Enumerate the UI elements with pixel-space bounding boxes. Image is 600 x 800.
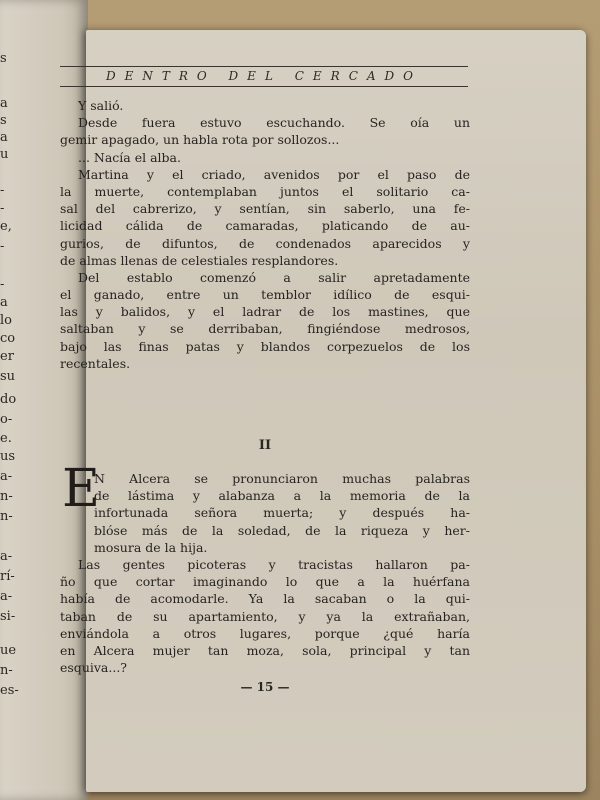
text-line: bajo las finas patas y blandos corpezuelos de los (60, 338, 470, 354)
left-page-fragment: e, (0, 219, 12, 234)
left-page-fragment: a (0, 130, 8, 145)
text-line: infortunada señora muerta; y después ha- (94, 505, 470, 521)
page-number: — 15 — (240, 680, 290, 694)
left-page-fragment: lo (0, 313, 12, 328)
text-line: ño que cortar imaginando lo que a la huérfana (60, 574, 470, 590)
left-page-fragment: er (0, 349, 14, 364)
left-page-fragment: ue (0, 643, 17, 658)
text-line: en Alcera mujer tan moza, sola, principal y tan (60, 642, 470, 658)
left-page-fragment: us (0, 449, 16, 464)
text-line: de almas llenas de celestiales resplandores. (60, 252, 339, 268)
text-line: el ganado, entre un temblor idílico de esqui- (60, 287, 470, 303)
left-page-fragment: s (0, 113, 7, 128)
left-page-fragment: es- (0, 683, 19, 698)
left-page-fragment: rí- (0, 569, 15, 584)
left-page-fragment: - (0, 183, 5, 198)
left-page-fragment: s (0, 51, 7, 66)
left-page-fragment: a (0, 295, 8, 310)
text-line: saltaban y se derribaban, fingiéndose medrosos, (60, 321, 470, 337)
section-one-text (60, 97, 470, 372)
text-line: gemir apagado, un habla rota por sollozos... (60, 132, 340, 148)
text-line: Desde fuera estuvo escuchando. Se oía un (78, 115, 470, 131)
text-line: licidad cálida de camaradas, platicando de au- (60, 218, 470, 234)
left-page-fragment: n- (0, 663, 13, 678)
drop-cap: E (62, 459, 100, 519)
text-line: esquiva...? (60, 660, 127, 676)
text-line: Del establo comenzó a salir apretadamente (78, 269, 470, 285)
left-page-fragment: n- (0, 509, 13, 524)
text-line: mosura de la hija. (94, 539, 208, 555)
left-page-fragment: - (0, 201, 5, 216)
left-page-fragment: - (0, 239, 5, 254)
section-two-text (60, 470, 470, 676)
left-page-fragment: do (0, 392, 17, 407)
left-page-fragment: si- (0, 609, 16, 624)
left-page-fragment: u (0, 147, 9, 162)
text-line: recentales. (60, 355, 131, 371)
left-page-fragment: su (0, 369, 16, 384)
text-line: N Alcera se pronunciaron muchas palabras (94, 471, 470, 486)
left-page-fragment: n- (0, 489, 13, 504)
text-line: gurios, de difuntos, de condenados aparecidos y (60, 235, 470, 251)
left-page-fragment: a- (0, 589, 13, 604)
text-line: había de acomodarle. Ya la sacaban o la qui- (60, 591, 470, 607)
text-line: blóse más de la soledad, de la riqueza y her- (94, 522, 470, 538)
left-page-fragment: - (0, 277, 5, 292)
text-line: Las gentes picoteras y tracistas hallaron pa- (78, 556, 470, 572)
text-line: enviándola a otros lugares, porque ¿qué haría (60, 625, 470, 641)
left-page-fragment: a (0, 96, 8, 111)
text-line: las y balidos, y el ladrar de los mastines, que (60, 304, 470, 320)
left-page-fragment: o- (0, 412, 13, 427)
left-page-fragment: a- (0, 549, 13, 564)
text-line: Y salió. (78, 98, 124, 113)
text-line: Martina y el criado, avenidos por el paso de (78, 166, 470, 182)
text-line: de lástima y alabanza a la memoria de la (94, 488, 470, 504)
left-page-fragment: co (0, 331, 16, 346)
chapter-number: II (258, 438, 272, 453)
left-page-fragment: e. (0, 431, 12, 446)
text-line: ... Nacía el alba. (78, 149, 181, 165)
text-line: sal del cabrerizo, y sentían, sin saberlo, una fe- (60, 201, 470, 217)
text-line: taban de su apartamiento, y ya la extrañaban, (60, 608, 470, 624)
running-head: DENTRO DEL CERCADO (60, 66, 468, 87)
text-line: la muerte, contemplaban juntos el solitario ca- (60, 183, 470, 199)
left-page-fragment: a- (0, 469, 13, 484)
